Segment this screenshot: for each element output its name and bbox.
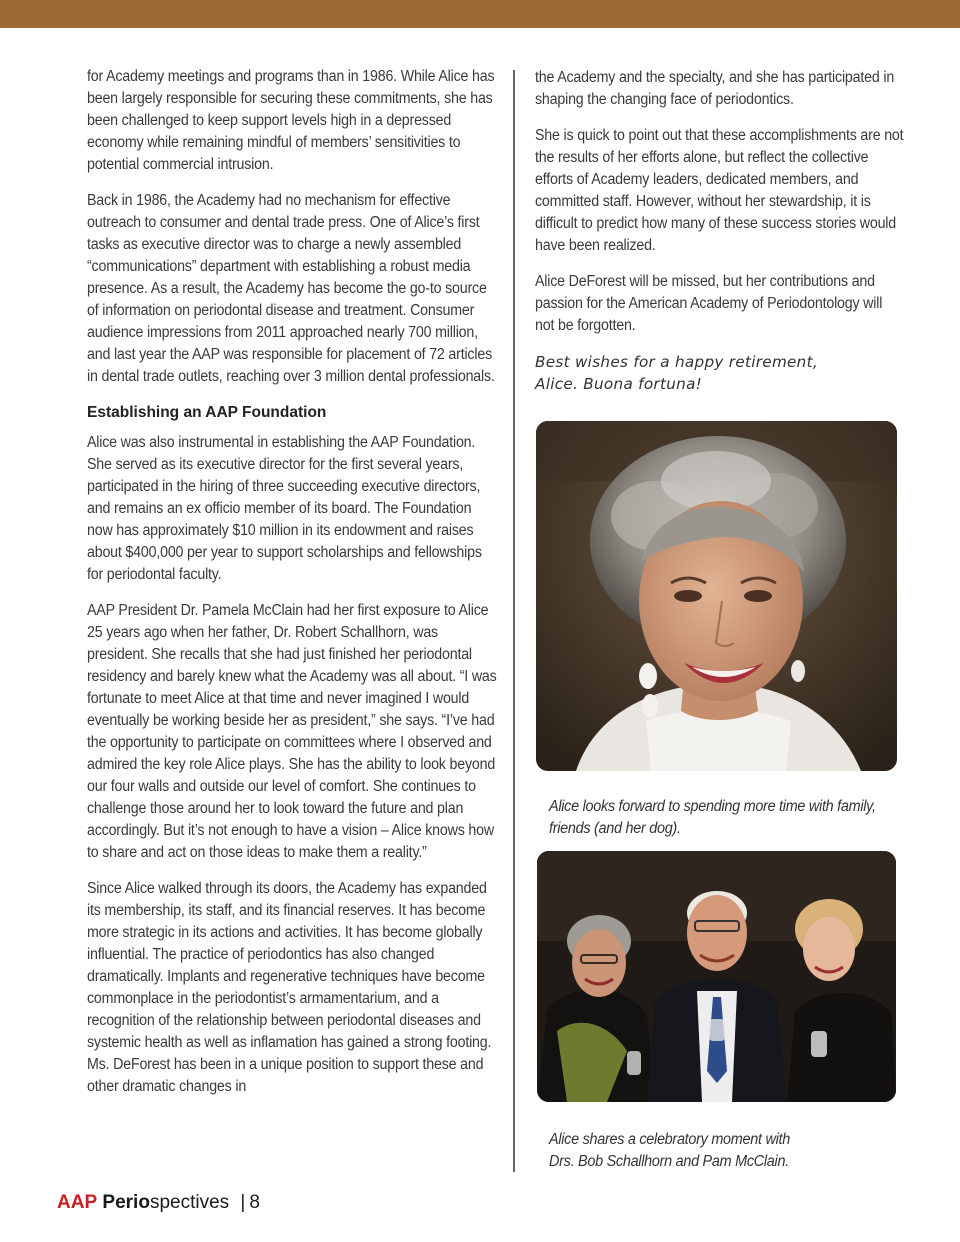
caption-line-1: Alice looks forward to spending more time with family, [549,797,876,815]
photo-caption [549,796,912,840]
body-paragraph: Back in 1986, the Academy had no mechanism for effective outreach to consumer and dental trade press. One of Alice’s first tasks as executive director was to charge a newly assembled “communications” department with establishing a robust media presence. As a result, the Academy has become the go-to source of information on periodontal disease and treatment. Consumer audience impressions from 2011 approached nearly 700 million, and last year the AAP was responsible for placement of 72 articles in dental trade outlets, reaching over 3 million dental professionals. [87,192,495,385]
footer-separator: | [240,1192,246,1213]
caption-line-2: Drs. Bob Schallhorn and Pam McClain. [549,1152,789,1170]
closing-wish [535,351,905,395]
top-color-band [0,0,960,28]
brand-aap: AAP [57,1192,98,1213]
left-column [87,66,497,1112]
column-divider [513,70,515,1172]
page-footer [57,1191,260,1215]
caption-line-1: Alice shares a celebratory moment with [549,1130,790,1148]
brand-perio: Perio [102,1192,150,1213]
body-paragraph: Alice DeForest will be missed, but her contributions and passion for the American Academy of Periodontology will not be forgotten. [535,273,883,334]
closing-line-2: Alice. Buona fortuna! [535,375,703,393]
section-heading: Establishing an AAP Foundation [87,404,327,421]
group-photo [537,851,896,1102]
body-paragraph: for Academy meetings and programs than in 1986. While Alice has been largely responsible for securing these commitments, she has been challenged to keep support levels high in a depressed economy while remaining mindful of members’ sensitivities to potential commercial intrusion. [87,68,495,173]
body-paragraph: She is quick to point out that these accomplishments are not the results of her efforts alone, but reflect the collective efforts of Academy leaders, dedicated members, and committed staff. However, without her stewardship, it is difficult to predict how many of these success stories would have been realized. [535,127,904,254]
body-paragraph: Since Alice walked through its doors, the Academy has expanded its membership, its staff, and its financial reserves. It has become more strategic in its actions and activities. It has become globally influential. The practice of periodontics has also changed dramatically. Implants and regenerative techniques have become commonplace in the periodontist’s armamentarium, and a recognition of the relationship between periodontal diseases and systemic health as well as inflamation has gained a strong footing. Ms. DeForest has been in a unique position to support these and other dramatic changes in [87,880,492,1095]
body-paragraph: AAP President Dr. Pamela McClain had her first exposure to Alice 25 years ago when her father, Dr. Robert Schallhorn, was president. She recalls that she had just finished her periodontal residency and barely knew what the Academy was all about. “I was fortunate to meet Alice at that time and never imagined I would eventually be working beside her as president,” she says. “I’ve had the opportunity to participate on committees where I observed and admired the key role Alice plays. She has the ability to look beyond our four walls and outside our level of comfort. She continues to challenge those around her to look toward the future and plan accordingly. But it’s not enough to have a vision – Alice knows how to share and act on those ideas to make them a reality.” [87,602,497,861]
brand-spectives: spectives [149,1192,230,1213]
portrait-illustration [536,421,897,771]
portrait-photo [536,421,897,771]
photo-caption [549,1129,912,1173]
page-number: 8 [249,1192,260,1213]
closing-line-1: Best wishes for a happy retirement, [535,353,818,371]
right-column [535,67,905,395]
caption-line-2: friends (and her dog). [549,819,681,837]
body-paragraph: Alice was also instrumental in establishing the AAP Foundation. She served as its executive director for the first several years, participated in the hiring of three succeeding executive directors, and remains an ex officio member of its board. The Foundation now has approximately $10 million in its endowment and raises about $400,000 per year to support scholarships and fellowships for periodontal faculty. [87,434,482,583]
body-paragraph: the Academy and the specialty, and she has participated in shaping the changing face of periodontics. [535,69,895,108]
group-illustration [537,851,896,1102]
